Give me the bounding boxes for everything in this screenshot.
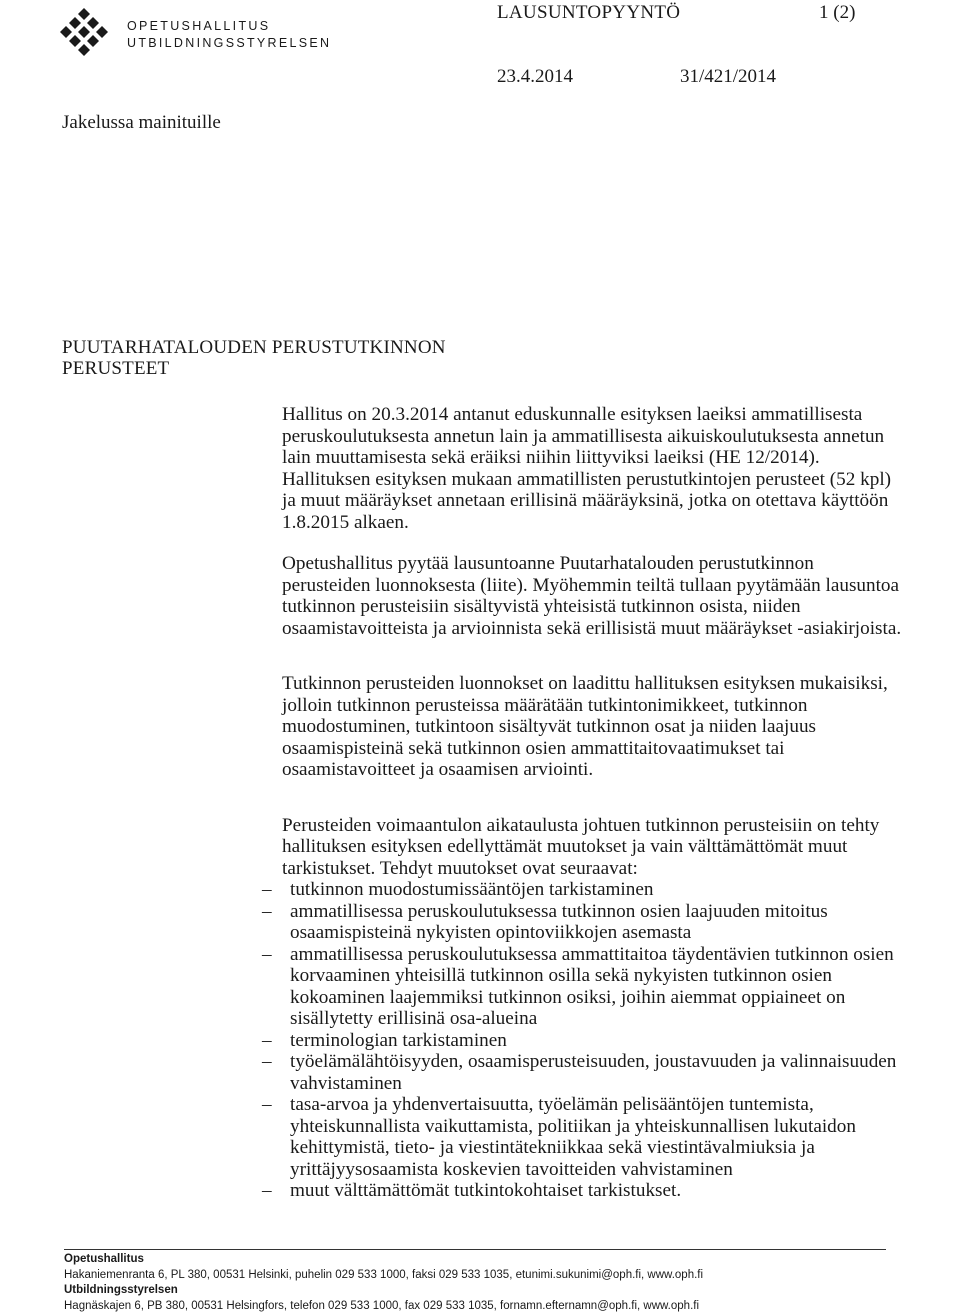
footer-address-fi: Hakaniemenranta 6, PL 380, 00531 Helsinki, puhelin 029 533 1000, faksi 029 533 1035, etunimi.sukunimi@oph.fi, www.oph.fi: [64, 1268, 704, 1281]
list-dash: –: [262, 900, 272, 922]
list-dash: –: [262, 1180, 272, 1201]
organization-name: [127, 18, 331, 52]
recipients-line: Jakelussa mainituille: [62, 112, 221, 133]
list-item: [262, 879, 902, 901]
list-dash: –: [262, 1051, 272, 1072]
list-item: [262, 901, 902, 944]
letter-body: [262, 404, 902, 1202]
list-dash: –: [262, 1094, 272, 1115]
paragraph-changes-intro: Perusteiden voimaantulon aikataulusta johtuen tutkinnon perusteisiin on tehty hallituksen esityksen edellyttämät muutokset ja vain välttämättömät muut tarkistukset. Tehdyt muutokset ovat seuraavat:: [282, 814, 880, 879]
subject-line-1: PUUTARHATALOUDEN PERUSTUTKINNON: [62, 337, 446, 358]
footer-org-sv: Utbildningsstyrelsen: [64, 1284, 178, 1296]
organization-name-sv: UTBILDNINGSSTYRELSEN: [127, 36, 332, 50]
paragraph-drafts: Tutkinnon perusteiden luonnokset on laadittu hallituksen esityksen mukaisiksi, jolloin tutkinnon perusteissa määrätään tutkintonimikkeet, tutkinnon muodostuminen, tutkintoon sisältyvät tutkinnon osat ja niiden laajuus osaamispisteinä sekä tutkinnon osien ammattitaitovaatimukset tai osaamistavoitteet ja osaamisen arviointi.: [282, 673, 888, 780]
list-dash: –: [262, 879, 272, 900]
paragraph-request: Opetushallitus pyytää lausuntoanne Puutarhatalouden perustutkinnon perusteiden luonnoksesta (liite). Myöhemmin teiltä tullaan pyytämään lausuntoa tutkinnon perusteisiin sisältyvistä yhteisistä tutkinnon osista, niiden osaamistavoitteista ja arvioinnista sekä erillisistä muut määräykset -asiakirjoista.: [282, 553, 902, 639]
page-number: 1 (2): [819, 2, 856, 23]
list-item-text: työelämälähtöisyyden, osaamisperusteisuuden, joustavuuden ja valinnaisuuden vahvistaminen: [290, 1051, 897, 1094]
footer-divider: [64, 1249, 886, 1250]
list-item-text: tasa-arvoa ja yhdenvertaisuutta, työelämän pelisääntöjen tuntemista, yhteiskunnallista vaikuttamista, politiikan ja yhteiskunnallisen lukutaidon kehittymistä, tieto- ja viestintätekniikkaa sekä viestintävalmiuksia ja yrittäjyysosaamista koskevien tavoitteiden vahvistaminen: [290, 1094, 856, 1180]
document-date: 23.4.2014: [497, 66, 573, 87]
document-type: LAUSUNTOPYYNTÖ: [497, 2, 681, 23]
paragraph-legislation: Hallitus on 20.3.2014 antanut eduskunnalle esityksen laeiksi ammatillisesta peruskoulutuksesta annetun lain ja ammatillisesta aikuiskoulutuksesta annetun lain muuttamisesta sekä eräiksi niihin liittyviksi laeiksi (HE 12/2014). Hallituksen esityksen mukaan ammatillisten perustutkintojen perusteet (52 kpl) ja muut määräykset annetaan erillisinä määräyksinä, jotka on otettava käyttöön 1.8.2015 alkaen.: [282, 404, 892, 533]
list-dash: –: [262, 943, 272, 965]
list-item-text: ammatillisessa peruskoulutuksessa tutkinnon osien laajuuden mitoitus osaamispisteinä nykyisten opintoviikkojen asemasta: [290, 900, 828, 943]
list-dash: –: [262, 1029, 272, 1051]
organization-name-fi: OPETUSHALLITUS: [127, 19, 271, 33]
list-item-text: terminologian tarkistaminen: [290, 1029, 507, 1051]
changes-list: [262, 879, 902, 1202]
footer-address-sv: Hagnäskajen 6, PB 380, 00531 Helsingfors, telefon 029 533 1000, fax 029 533 1035, fornamn.efternamn@oph.fi, www.oph.fi: [64, 1299, 700, 1312]
subject-line-2: PERUSTEET: [62, 358, 170, 379]
subject-heading: [62, 337, 446, 379]
organization-logo: [56, 8, 112, 58]
list-item: [262, 1180, 902, 1202]
list-item-text: ammatillisessa peruskoulutuksessa ammattitaitoa täydentävien tutkinnon osien korvaaminen yhteisillä tutkinnon osilla sekä nykyisten tutkinnon osien kokoaminen laajemmiksi tutkinnon osiksi, joihin aiemmat oppiaineet on sisällytetty erillisinä osa-alueina: [290, 943, 894, 1029]
footer-org-fi: Opetushallitus: [64, 1253, 144, 1265]
list-item: [262, 1030, 902, 1052]
document-reference: 31/421/2014: [680, 66, 777, 87]
list-item-text: tutkinnon muodostumissääntöjen tarkistaminen: [290, 879, 654, 900]
list-item: [262, 1094, 902, 1180]
list-item-text: muut välttämättömät tutkintokohtaiset tarkistukset.: [290, 1180, 682, 1201]
list-item: [262, 944, 902, 1030]
footer: [64, 1252, 703, 1314]
list-item: [262, 1051, 902, 1094]
